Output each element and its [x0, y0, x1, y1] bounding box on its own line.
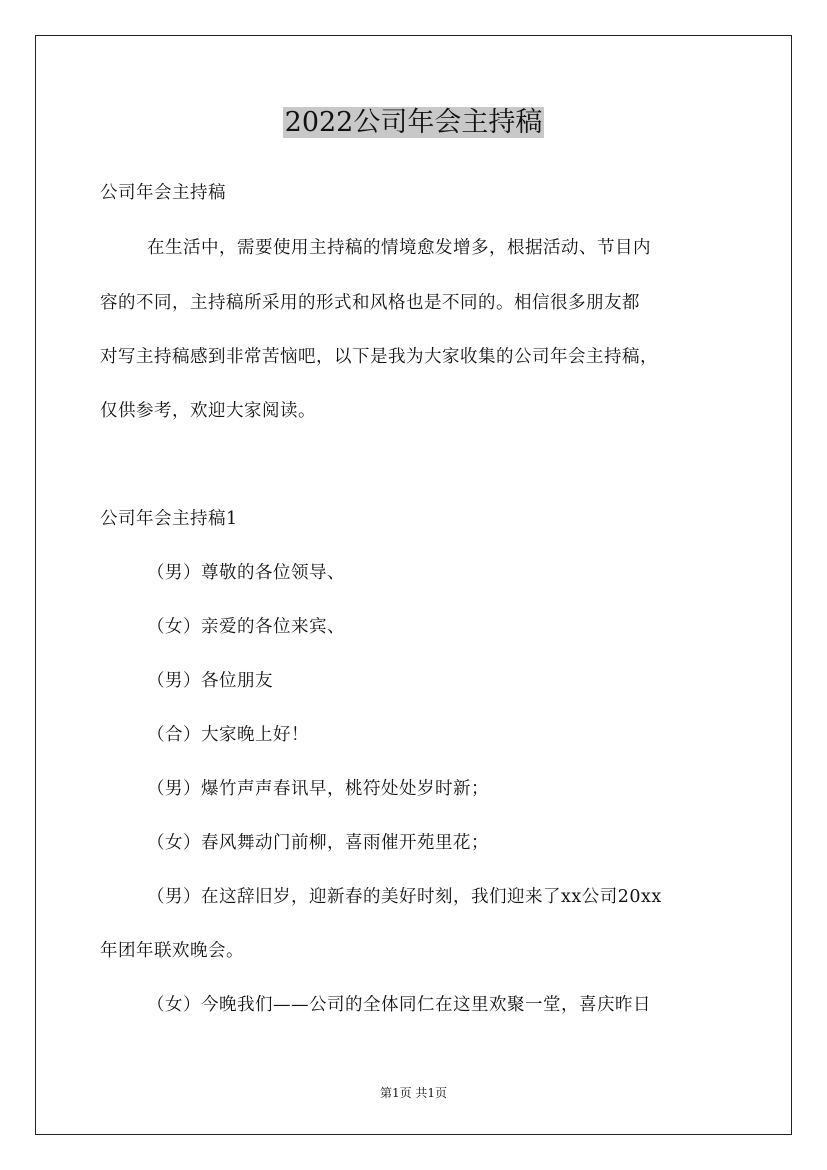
- page-footer: 第1页 共1页: [379, 1086, 448, 1100]
- script-line: （男）各位朋友: [147, 671, 273, 691]
- document-title: [0, 103, 827, 143]
- intro-line: 容的不同，主持稿所采用的形式和风格也是不同的。相信很多朋友都: [100, 293, 640, 313]
- script-line: （女）今晚我们——公司的全体同仁在这里欢聚一堂，喜庆昨日: [147, 995, 651, 1015]
- intro-line: 在生活中，需要使用主持稿的情境愈发增多，根据活动、节目内: [147, 238, 651, 258]
- subtitle: 公司年会主持稿: [100, 183, 226, 203]
- intro-line: 对写主持稿感到非常苦恼吧，以下是我为大家收集的公司年会主持稿，: [100, 347, 658, 367]
- intro-line: 仅供参考，欢迎大家阅读。: [100, 401, 316, 421]
- script-line: 年团年联欢晚会。: [100, 941, 244, 961]
- script-line: （合）大家晚上好！: [147, 725, 309, 745]
- script-line: （男）尊敬的各位领导、: [147, 563, 345, 583]
- document-title-text: 2022公司年会主持稿: [284, 107, 543, 138]
- script-line: （男）爆竹声声春讯早，桃符处处岁时新；: [147, 779, 489, 799]
- script-line: （女）亲爱的各位来宾、: [147, 617, 345, 637]
- script-line: （男）在这辞旧岁，迎新春的美好时刻，我们迎来了xx公司20xx: [147, 887, 662, 907]
- script-line: （女）春风舞动门前柳，喜雨催开苑里花；: [147, 833, 489, 853]
- section-heading: 公司年会主持稿1: [100, 509, 238, 529]
